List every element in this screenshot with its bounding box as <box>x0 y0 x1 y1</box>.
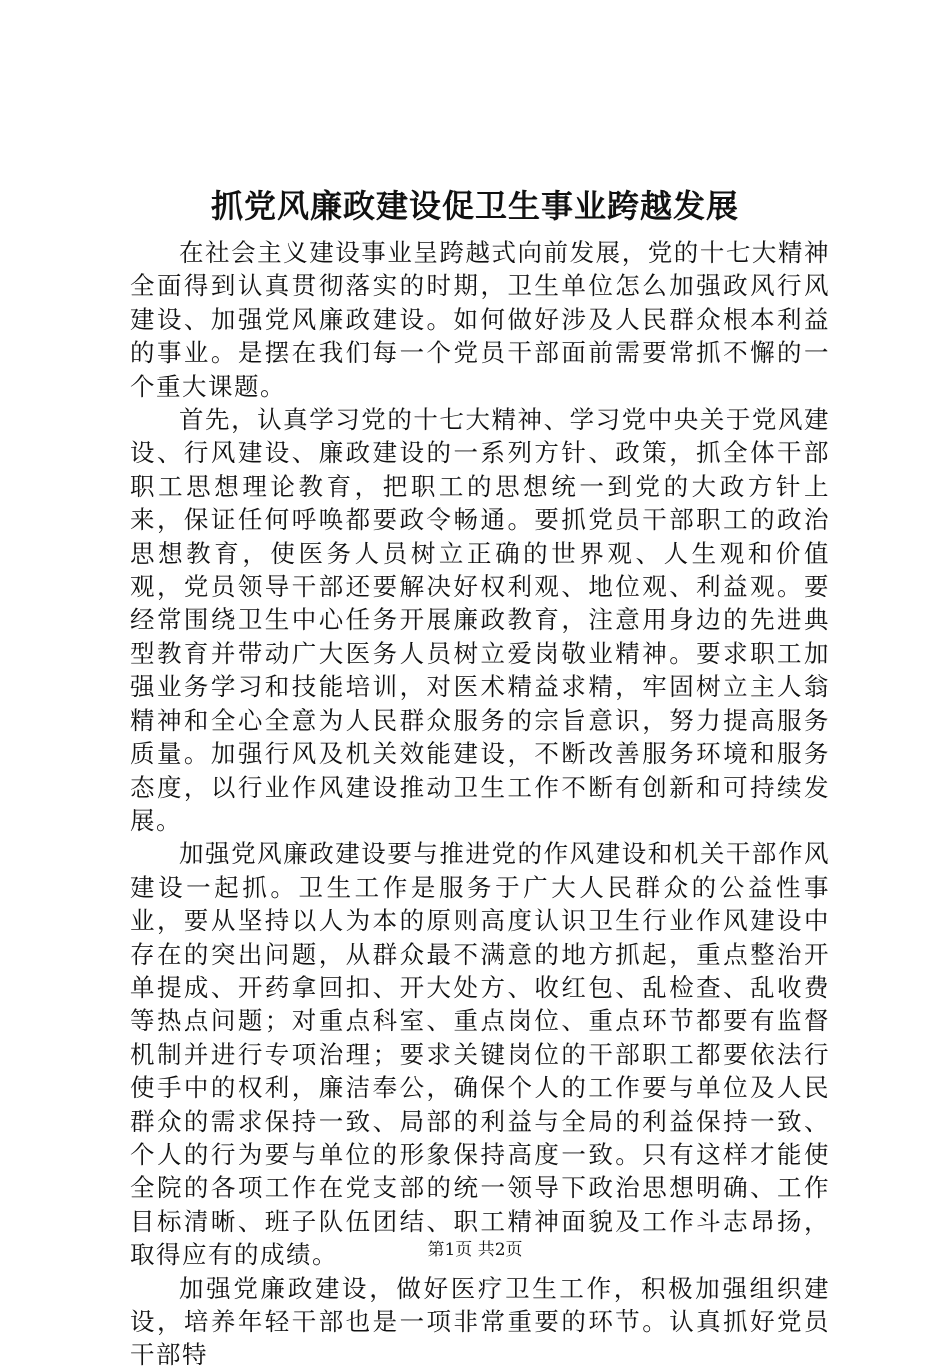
page-number-footer: 第1页 共2页 <box>427 1240 523 1260</box>
paragraph-4: 加强党廉政建设，做好医疗卫生工作，积极加强组织建设，培养年轻干部也是一项非常重要的环节。认真抓好党员干部特 <box>130 1273 830 1370</box>
document-title: 抓党风廉政建设促卫生事业跨越发展 <box>210 187 739 225</box>
paragraph-1: 在社会主义建设事业呈跨越式向前发展，党的十七大精神全面得到认真贯彻落实的时期，卫生单位怎么加强政风行风建设、加强党风廉政建设。如何做好涉及人民群众根本利益的事业。是摆在我们每一个党员干部面前需要常抓不懈的一个重大课题。 <box>130 238 830 401</box>
paragraph-3: 加强党风廉政建设要与推进党的作风建设和机关干部作风建设一起抓。卫生工作是服务于广大人民群众的公益性事业，要从坚持以人为本的原则高度认识卫生行业作风建设中存在的突出问题，从群众最不满意的地方抓起，重点整治开单提成、开药拿回扣、开大处方、收红包、乱检查、乱收费等热点问题；对重点科室、重点岗位、重点环节都要有监督机制并进行专项治理；要求关键岗位的干部职工都要依法行使手中的权利，廉洁奉公，确保个人的工作要与单位及人民群众的需求保持一致、局部的利益与全局的利益保持一致、个人的行为要与单位的形象保持高度一致。只有这样才能使全院的各项工作在党支部的统一领导下政治思想明确、工作目标清晰、班子队伍团结、职工精神面貌及工作斗志昂扬，取得应有的成绩。 <box>130 839 830 1270</box>
paragraph-2: 首先，认真学习党的十七大精神、学习党中央关于党风建设、行风建设、廉政建设的一系列方针、政策，抓全体干部职工思想理论教育，把职工的思想统一到党的大政方针上来，保证任何呼唤都要政令畅通。要抓党员干部职工的政治思想教育，使医务人员树立正确的世界观、人生观和价值观，党员领导干部还要解决好权利观、地位观、利益观。要经常围绕卫生中心任务开展廉政教育，注意用身边的先进典型教育并带动广大医务人员树立爱岗敬业精神。要求职工加强业务学习和技能培训，对医术精益求精，牢固树立主人翁精神和全心全意为人民群众服务的宗旨意识，努力提高服务质量。加强行风及机关效能建设，不断改善服务环境和服务态度，以行业作风建设推动卫生工作不断有创新和可持续发展。 <box>130 405 830 835</box>
document-body <box>130 236 830 1372</box>
